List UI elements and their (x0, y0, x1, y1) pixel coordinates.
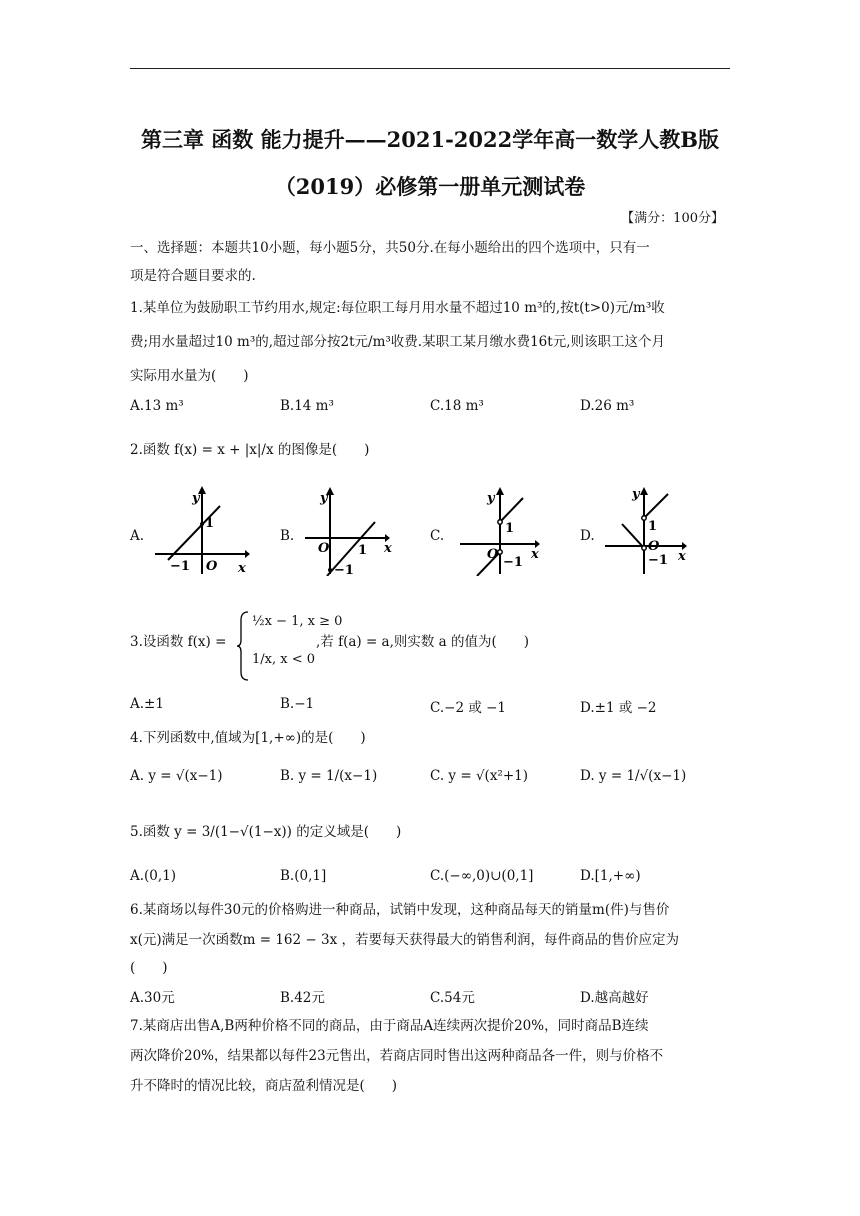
q1-option-a[interactable]: A.13 m³ (130, 398, 184, 414)
q3-option-c[interactable]: C.−2 或 −1 (430, 700, 507, 716)
q3-option-a[interactable]: A.±1 (130, 696, 164, 712)
q5-stem: 5.函数 y = 3/(1−√(1−x)) 的定义域是( ) (130, 824, 402, 840)
q2b-neg-label: −1 (334, 563, 354, 576)
q2-graph-b[interactable] (300, 486, 400, 576)
q6-line2: x(元)满足一次函数m = 162 − 3x ，若要每天获得最大的销售利润，每件商品的售价应定为 (130, 932, 679, 948)
q2a-y-label: y (192, 491, 200, 506)
q4-option-a[interactable]: A. y = √(x−1) (130, 768, 223, 784)
q2a-neg-label: −1 (170, 559, 190, 574)
section-heading-line2: 项是符合题目要求的. (130, 268, 256, 284)
q2b-y-label: y (320, 491, 328, 506)
top-rule (130, 68, 730, 69)
q2d-neg-label: −1 (648, 553, 668, 568)
q6-line1: 6.某商场以每件30元的价格购进一种商品，试销中发现，这种商品每天的销量m(件)与售价 (130, 902, 670, 918)
q1-option-b[interactable]: B.14 m³ (280, 398, 334, 414)
q4-option-d[interactable]: D. y = 1/√(x−1) (580, 768, 687, 784)
q3-piece2: 1/x, x < 0 (252, 652, 316, 667)
q2-label-b[interactable]: B. (280, 528, 295, 544)
q1-line3: 实际用水量为( ) (130, 368, 249, 384)
q3-options (130, 696, 730, 716)
q5-option-c[interactable]: C.(−∞,0)∪(0,1] (430, 868, 534, 884)
q4-option-b[interactable]: B. y = 1/(x−1) (280, 768, 378, 784)
q5-option-b[interactable]: B.(0,1] (280, 868, 327, 884)
q5-option-d[interactable]: D.[1,+∞) (580, 868, 641, 884)
page-title: 第三章 函数 能力提升——2021-2022学年高一数学人教B版 (141, 127, 719, 152)
q2a-one-label: 1 (205, 516, 215, 531)
q2a-x-label: x (238, 561, 246, 576)
q2b-origin-label: O (318, 541, 330, 556)
q3-option-d[interactable]: D.±1 或 −2 (580, 700, 657, 716)
q7-line2: 两次降价20%，结果都以每件23元售出，若商店同时售出这两种商品各一件，则与价格不 (130, 1048, 664, 1064)
q4-stem: 4.下列函数中,值域为[1,+∞)的是( ) (130, 730, 366, 746)
page-subtitle: （2019）必修第一册单元测试卷 (274, 174, 586, 199)
q2b-x-label: x (384, 541, 392, 556)
q5-option-a[interactable]: A.(0,1) (130, 868, 177, 884)
score-label: 【满分：100分】 (621, 211, 724, 226)
q3-brace-icon (236, 610, 250, 682)
q3-option-b[interactable]: B.−1 (280, 696, 315, 712)
section-heading-line1: 一、选择题：本题共10小题，每小题5分，共50分.在每小题给出的四个选项中，只有一 (130, 240, 650, 256)
q7-line3: 升不降时的情况比较，商店盈利情况是( ) (130, 1078, 398, 1094)
q2-graph-c[interactable] (455, 486, 555, 576)
q1-line2: 费;用水量超过10 m³的,超过部分按2t元/m³收费.某职工某月缴水费16t元,则该职工这个月 (130, 334, 665, 350)
q2-graph-d[interactable] (600, 486, 700, 576)
q2c-origin-label: O (487, 547, 499, 562)
q2-graph-a[interactable] (150, 486, 250, 576)
q6-option-a[interactable]: A.30元 (130, 990, 175, 1006)
q2-label-a[interactable]: A. (130, 528, 145, 544)
q1-option-d[interactable]: D.26 m³ (580, 398, 635, 414)
q6-option-b[interactable]: B.42元 (280, 990, 325, 1006)
q6-option-d[interactable]: D.越高越好 (580, 990, 649, 1006)
q4-options (130, 768, 730, 788)
q6-options (130, 986, 730, 1006)
q1-line1: 1.某单位为鼓励职工节约用水,规定:每位职工每月用水量不超过10 m³的,按t(t>0)元/m³收 (130, 300, 665, 316)
q6-option-c[interactable]: C.54元 (430, 990, 475, 1006)
q3-stem-left: 3.设函数 f(x) = (130, 634, 227, 650)
q3-stem-right: ,若 f(a) = a,则实数 a 的值为( ) (316, 634, 530, 650)
q2a-origin-label: O (206, 559, 218, 574)
q5-options (130, 868, 730, 888)
q2c-y-label: y (487, 491, 495, 506)
q1-options (130, 398, 730, 418)
q2c-neg-label: −1 (503, 555, 523, 570)
q2-label-d[interactable]: D. (580, 528, 595, 544)
q2-label-c[interactable]: C. (430, 528, 445, 544)
q3-piece1: ½x − 1, x ≥ 0 (252, 614, 343, 629)
q4-option-c[interactable]: C. y = √(x²+1) (430, 768, 529, 784)
q7-line1: 7.某商店出售A,B两种价格不同的商品，由于商品A连续两次提价20%，同时商品B连续 (130, 1018, 649, 1034)
q2d-x-label: x (678, 549, 686, 564)
q2b-one-label: 1 (358, 543, 368, 558)
q2d-one-label: 1 (648, 519, 658, 534)
q6-line3: ( ) (130, 960, 168, 976)
q2d-origin-label: O (648, 539, 660, 554)
q2c-one-label: 1 (505, 521, 515, 536)
q2-stem: 2.函数 f(x) = x + |x|/x 的图像是( ) (130, 442, 370, 458)
q2d-y-label: y (632, 487, 640, 502)
q1-option-c[interactable]: C.18 m³ (430, 398, 484, 414)
q2c-x-label: x (531, 547, 539, 562)
